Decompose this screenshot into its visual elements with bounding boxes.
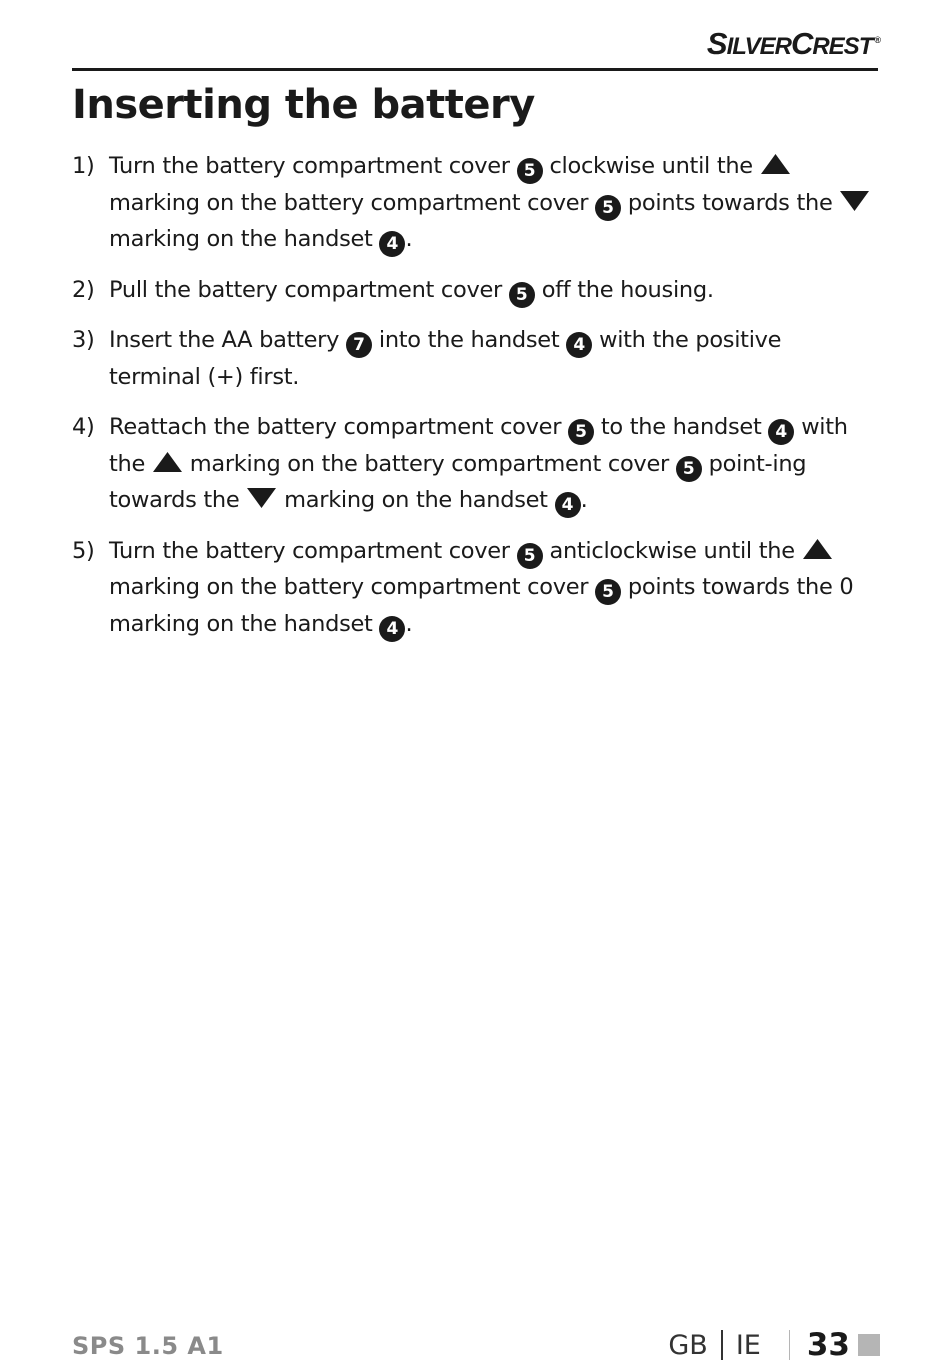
- step-number: 2): [72, 276, 95, 303]
- footer-language-gb: GB: [668, 1329, 708, 1361]
- ref-badge-4: 4: [379, 616, 405, 642]
- ref-badge-5: 5: [517, 158, 543, 184]
- footer-page-info: [668, 1327, 880, 1363]
- triangle-up-marking-icon: [802, 538, 833, 560]
- step-number: 3): [72, 327, 95, 353]
- step-number: 5): [72, 537, 95, 564]
- triangle-up-marking-icon: [760, 153, 791, 175]
- instruction-steps: [72, 148, 872, 656]
- footer-language-ie: IE: [735, 1329, 761, 1361]
- triangle-up-marking-icon: [152, 451, 183, 473]
- footer-divider-light: [789, 1330, 790, 1360]
- step-4: 4) Reattach the battery compartment cover 5 to the handset 4 with the marking on the battery compartment cover 5 point-ing towards the marking on the handset 4 .: [72, 409, 872, 519]
- footer-model: SPS 1.5 A1: [72, 1332, 224, 1360]
- page-number: 33: [806, 1327, 850, 1363]
- ref-badge-7: 7: [346, 332, 372, 358]
- ref-badge-4: 4: [768, 419, 794, 445]
- step-number: 1): [72, 153, 95, 179]
- ref-badge-4: 4: [379, 231, 405, 257]
- ref-badge-4: 4: [555, 492, 581, 518]
- ref-badge-5: 5: [517, 543, 543, 569]
- triangle-down-marking-icon: [839, 190, 870, 212]
- header-rule: [72, 68, 878, 71]
- ref-badge-5: 5: [676, 456, 702, 482]
- step-3: 3) Insert the AA battery 7 into the handset 4 with the positive terminal (+) first.: [72, 322, 872, 395]
- step-2: 2) Pull the battery compartment cover 5 off the housing.: [72, 272, 872, 309]
- step-1: 1) Turn the battery compartment cover 5 clockwise until the marking on the battery compartment cover 5 points towards the marking on the handset 4 .: [72, 148, 872, 258]
- ref-badge-5: 5: [568, 419, 594, 445]
- page-title: Inserting the battery: [72, 82, 535, 128]
- brand-logo: SILVERCREST ®: [706, 26, 880, 61]
- ref-badge-5: 5: [509, 282, 535, 308]
- ref-badge-5: 5: [595, 195, 621, 221]
- page-marker-square-icon: [858, 1334, 880, 1356]
- ref-badge-5: 5: [595, 579, 621, 605]
- step-5: 5) Turn the battery compartment cover 5 anticlockwise until the marking on the battery compartment cover 5 points towards the 0 marking on the handset 4 .: [72, 533, 872, 643]
- footer-divider: [721, 1330, 723, 1360]
- triangle-down-marking-icon: [246, 487, 277, 509]
- step-number: 4): [72, 414, 95, 440]
- ref-badge-4: 4: [566, 332, 592, 358]
